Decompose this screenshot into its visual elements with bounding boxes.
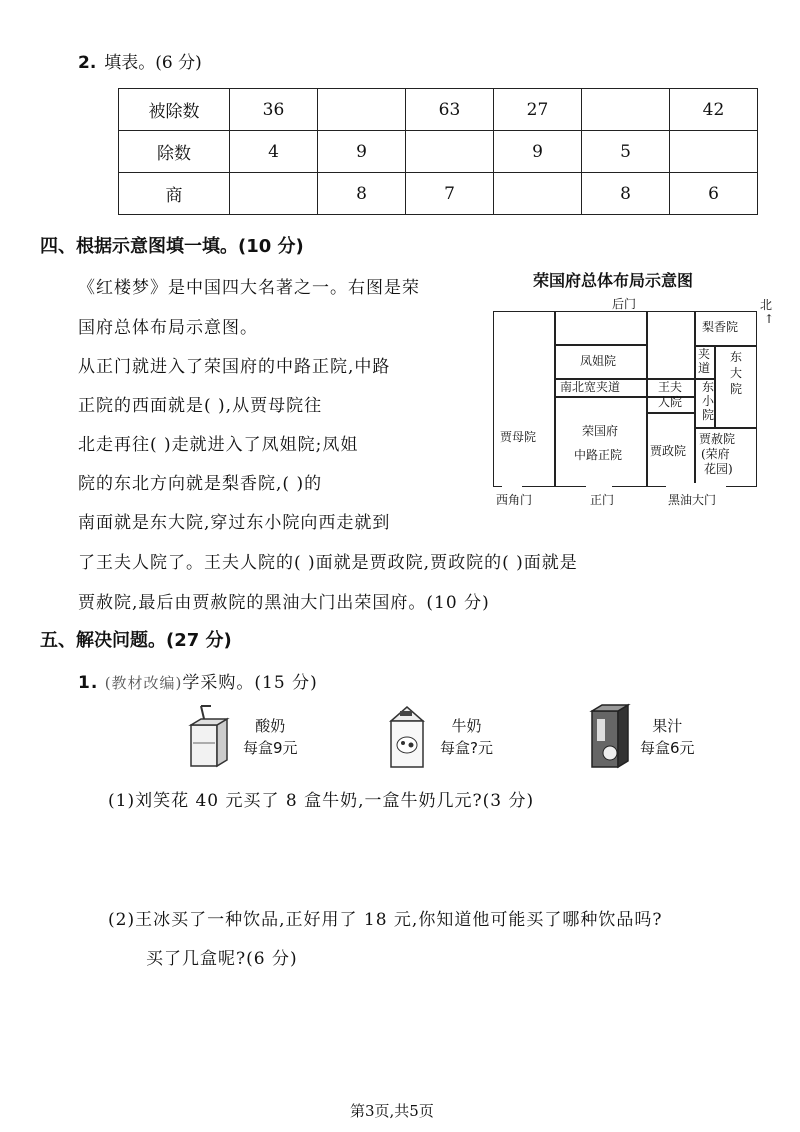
question-2-number: 2.: [78, 53, 97, 73]
sub-question-2-line1: (2)王冰买了一种饮品,正好用了 18 元,你知道他可能买了哪种饮品吗?: [108, 910, 663, 930]
map-jiashe-2: (荣府: [701, 447, 730, 461]
table-cell[interactable]: [406, 131, 494, 173]
question-5-1-number: 1.: [78, 673, 99, 693]
table-cell[interactable]: 4: [230, 131, 318, 173]
sub-question-1: (1)刘笑花 40 元买了 8 盒牛奶,一盒牛奶几元?(3 分): [108, 791, 535, 811]
map-houmen: 后门: [612, 297, 637, 311]
table-cell[interactable]: [494, 173, 582, 215]
map-wangfuren-1: 王夫: [658, 380, 683, 394]
table-cell[interactable]: 8: [582, 173, 670, 215]
milk-carton-icon: [385, 705, 429, 769]
table-cell[interactable]: 63: [406, 89, 494, 131]
section-5-title: 五、解决问题。(27 分): [40, 630, 232, 651]
product-name: 果汁: [652, 717, 683, 735]
table-cell[interactable]: 9: [318, 131, 406, 173]
section-4-line: 贾赦院,最后由贾赦院的黑油大门出荣国府。(10 分): [78, 593, 490, 613]
map-jiadao-2: 道: [698, 361, 711, 375]
table-cell[interactable]: 42: [670, 89, 758, 131]
row-header: 被除数: [119, 89, 230, 131]
section-4-line: 《红楼梦》是中国四大名著之一。右图是荣: [78, 278, 420, 298]
table-cell[interactable]: [582, 89, 670, 131]
map-zhonglu-1: 荣国府: [582, 424, 619, 438]
north-arrow-icon: ↑: [764, 312, 775, 326]
map-dongxiao-2: 小: [702, 394, 715, 408]
map-lixiang: 梨香院: [702, 320, 739, 334]
section-4-line: 南面就是东大院,穿过东小院向西走就到: [78, 513, 391, 533]
map-jiazheng: 贾政院: [650, 444, 687, 458]
question-2: [78, 48, 202, 73]
section-4-line: 院的东北方向就是梨香院,( )的: [78, 474, 323, 494]
map-dongda-3: 院: [730, 382, 743, 396]
table-cell[interactable]: [670, 131, 758, 173]
product-price: 每盒9元: [243, 739, 298, 757]
table-cell[interactable]: 8: [318, 173, 406, 215]
table-cell[interactable]: [230, 173, 318, 215]
map-dongda-1: 东: [730, 350, 743, 364]
map-heiyou: 黑油大门: [668, 493, 717, 507]
map-dongxiao-1: 东: [702, 380, 715, 394]
sub-question-2-line2: 买了几盒呢?(6 分): [146, 949, 298, 969]
product-name: 酸奶: [255, 717, 286, 735]
map-nanbei: 南北宽夹道: [560, 380, 621, 394]
section-4-title: 四、根据示意图填一填。(10 分): [40, 236, 304, 257]
table-cell[interactable]: [318, 89, 406, 131]
map-wangfuren-2: 人院: [658, 395, 683, 409]
division-table: [118, 88, 758, 215]
product-milk: [440, 715, 493, 759]
map-dongxiao-3: 院: [702, 408, 715, 422]
product-name: 牛奶: [451, 717, 482, 735]
map-jiashe-3: 花园): [704, 462, 733, 476]
north-label: 北: [760, 298, 773, 312]
table-cell[interactable]: 27: [494, 89, 582, 131]
rongguo-map: [493, 311, 757, 487]
table-row: [119, 89, 758, 131]
row-header: 商: [119, 173, 230, 215]
table-cell[interactable]: 6: [670, 173, 758, 215]
table-row: [119, 131, 758, 173]
section-4-line: 了王夫人院了。王夫人院的( )面就是贾政院,贾政院的( )面就是: [78, 553, 578, 573]
map-dongda-2: 大: [730, 366, 743, 380]
map-fengjie: 凤姐院: [580, 354, 617, 368]
product-juice: [640, 715, 695, 759]
yogurt-box-icon: [183, 703, 233, 769]
map-jiashe-1: 贾赦院: [699, 432, 736, 446]
page-footer: 第3页,共5页: [350, 1102, 434, 1120]
section-4-line: 国府总体布局示意图。: [78, 318, 258, 338]
table-cell[interactable]: 7: [406, 173, 494, 215]
table-row: [119, 173, 758, 215]
product-price: 每盒6元: [640, 739, 695, 757]
map-xijiao: 西角门: [496, 493, 533, 507]
section-4-line: 北走再往( )走就进入了凤姐院;凤姐: [78, 435, 359, 455]
section-4-line: 正院的西面就是( ),从贾母院往: [78, 396, 323, 416]
table-cell[interactable]: 9: [494, 131, 582, 173]
map-jiamu: 贾母院: [500, 430, 537, 444]
juice-box-icon: [588, 703, 632, 769]
question-5-1-tag: (教材改编): [104, 674, 183, 692]
map-zhonglu-2: 中路正院: [574, 448, 623, 462]
question-5-1: [78, 668, 318, 693]
product-price: 每盒?元: [440, 739, 493, 757]
section-4-line: 从正门就进入了荣国府的中路正院,中路: [78, 357, 391, 377]
product-yogurt: [243, 715, 298, 759]
map-jiadao-1: 夹: [698, 347, 711, 361]
map-title: 荣国府总体布局示意图: [533, 271, 694, 290]
table-cell[interactable]: 5: [582, 131, 670, 173]
row-header: 除数: [119, 131, 230, 173]
question-5-1-text: 学采购。(15 分): [182, 673, 318, 693]
question-2-text: 填表。(6 分): [104, 53, 202, 73]
table-cell[interactable]: 36: [230, 89, 318, 131]
map-zhengmen: 正门: [590, 493, 615, 507]
